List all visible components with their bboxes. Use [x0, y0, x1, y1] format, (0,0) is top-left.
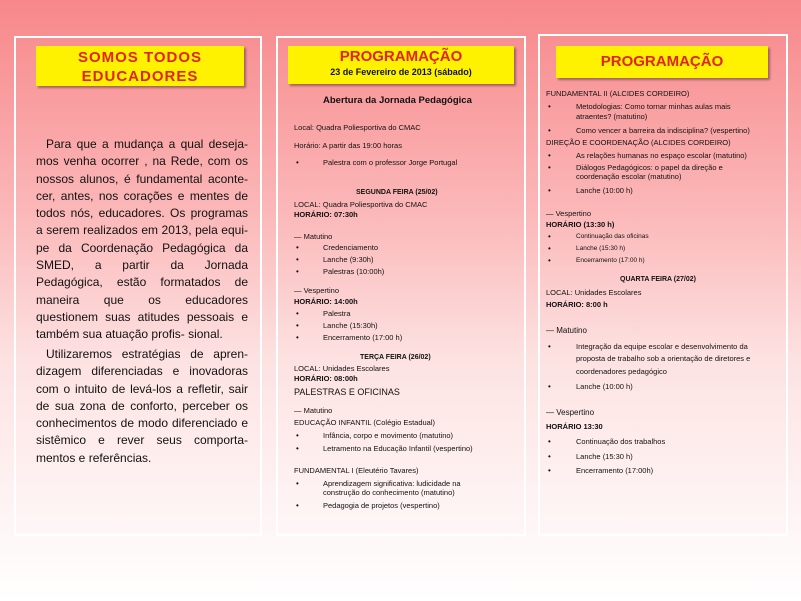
program-title-2: PROGRAMAÇÃO [600, 53, 724, 70]
wed-v-item-3: Encerramento (17:00h) [576, 466, 654, 475]
wednesday-local: LOCAL: Unidades Escolares [546, 288, 642, 297]
wed-v-item-1: Continuação dos trabalhos [576, 437, 666, 446]
intro-title-line2: EDUCADORES [81, 68, 199, 85]
wed-vespertino: — Vespertino [546, 209, 592, 218]
wed-m-item-1b: proposta de trabalho sob a orientação de diretores e [576, 354, 751, 363]
ed-infantil-item-1: Infância, corpo e movimento (matutino) [323, 431, 454, 440]
bullet: • [548, 256, 551, 265]
tuesday-palestras: PALESTRAS E OFICINAS [294, 387, 400, 397]
tuesday-local: LOCAL: Unidades Escolares [294, 364, 390, 373]
monday-matutino: — Matutino [294, 232, 333, 241]
fund2-item-1b: atraentes? (matutino) [576, 112, 648, 121]
bullet: • [296, 243, 299, 252]
wed-v-item-2: Lanche (15:30 h) [576, 452, 633, 461]
bullet: • [296, 333, 299, 342]
wednesday-heading: QUARTA FEIRA (27/02) [620, 276, 696, 283]
ed-infantil-heading: EDUCAÇÃO INFANTIL (Colégio Estadual) [294, 418, 436, 427]
direcao-item-1: As relações humanas no espaço escolar (matutino) [576, 151, 747, 160]
direcao-item-2a: Diálogos Pedagógicos: o papel da direção e [576, 163, 723, 172]
monday-m-item-3: Palestras (10:00h) [323, 267, 385, 276]
opening-horario: Horário: A partir das 19:00 horas [294, 141, 402, 150]
vesp-item-2: Lanche (15:30 h) [576, 245, 626, 252]
vesp-horario: HORÁRIO (13:30 h) [546, 220, 615, 229]
bullet: • [296, 479, 299, 488]
panel-programacao-1 [276, 36, 526, 536]
monday-v-item-2: Lanche (15:30h) [323, 321, 378, 330]
bullet: • [548, 244, 551, 253]
direcao-heading: DIREÇÃO E COORDENAÇÃO (ALCIDES CORDEIRO) [546, 138, 731, 147]
bullet: • [548, 163, 551, 172]
bullet: • [296, 309, 299, 318]
wed-vespertino-2: — Vespertino [546, 408, 595, 417]
monday-local: LOCAL: Quadra Poliesportiva do CMAC [294, 200, 428, 209]
monday-v-item-3: Encerramento (17:00 h) [323, 333, 403, 342]
bullet: • [296, 255, 299, 264]
bullet: • [548, 382, 551, 391]
bullet: • [296, 444, 299, 453]
fund1-item-1a: Aprendizagem significativa: ludicidade na [323, 479, 461, 488]
intro-title-line1: SOMOS TODOS [77, 49, 203, 66]
vesp-item-3: Encerramento (17:00 h) [576, 257, 645, 264]
bullet: • [548, 102, 551, 111]
ed-infantil-item-2: Letramento na Educação Infantil (vespertino) [323, 444, 473, 453]
bullet: • [548, 151, 551, 160]
monday-m-item-1: Credenciamento [323, 243, 379, 252]
wed-m-item-2: Lanche (10:00 h) [576, 382, 633, 391]
fund1-heading: FUNDAMENTAL I (Eleutério Tavares) [294, 466, 419, 475]
bullet: • [548, 342, 551, 351]
bullet: • [548, 452, 551, 461]
program-title-banner [288, 46, 514, 84]
monday-vespertino: — Vespertino [294, 286, 340, 295]
fund1-item-1b: construção do conhecimento (matutino) [323, 488, 455, 497]
direcao-item-3: Lanche (10:00 h) [576, 186, 633, 195]
opening-heading: Abertura da Jornada Pedagógica [323, 95, 472, 106]
program-title-banner-2 [556, 46, 768, 78]
fund2-heading: FUNDAMENTAL II (ALCIDES CORDEIRO) [546, 89, 690, 98]
wed-matutino: — Matutino [546, 326, 587, 335]
tuesday-heading: TERÇA FEIRA (26/02) [360, 354, 431, 361]
intro-paragraph-1: Para que a mudança a qual deseja- mos venha ocorrer , na Rede, com os nossos alunos, é fundamental aconte- cer, antes, nos corações e mentes de todos nós, educadores. Os programas a serem realizados em 2013, pela equi- pe da Coordenação Pedagógica da SMED, a partir da Jornada Pedagógica, estão formatados de maneira que os educadores questionem suas atitudes pessoais e também sua atuação profis- sional. [36, 137, 248, 342]
tuesday-horario: HORÁRIO: 08:00h [294, 374, 358, 383]
panel-programacao-2 [538, 34, 788, 536]
fund2-item-1a: Metodologias: Como tornar minhas aulas mais [576, 102, 731, 111]
monday-v-item-1: Palestra [323, 309, 351, 318]
panel-intro [14, 36, 262, 536]
monday-heading: SEGUNDA FEIRA (25/02) [356, 189, 438, 196]
fund2-item-2: Como vencer a barreira da indisciplina? (vespertino) [576, 126, 750, 135]
bullet: • [548, 232, 551, 241]
bullet: • [296, 501, 299, 510]
intro-paragraph-2: Utilizaremos estratégias de apren- dizagem diferenciadas e inovadoras com o intuito de levá-los a refletir, sair de sua zona de conforto, perceber os conhecimentos de modo diferenciado e sistêmico e rever seus comporta- mentos e referências. [36, 347, 248, 465]
bullet: • [548, 186, 551, 195]
intro-title-banner [36, 46, 244, 86]
bullet: • [548, 126, 551, 135]
wednesday-horario: HORÁRIO: 8:00 h [546, 300, 608, 309]
tuesday-matutino: — Matutino [294, 406, 333, 415]
opening-palestra: Palestra com o professor Jorge Portugal [323, 158, 458, 167]
program-subtitle: 23 de Fevereiro de 2013 (sábado) [330, 67, 472, 77]
wed-m-item-1c: coordenadores pedagógico [576, 367, 667, 376]
bullet: • [296, 321, 299, 330]
vesp-item-1: Continuação das oficinas [576, 233, 649, 240]
monday-horario-2: HORÁRIO: 14:00h [294, 297, 358, 306]
fund1-item-2: Pedagogia de projetos (vespertino) [323, 501, 440, 510]
bullet: • [548, 466, 551, 475]
bullet: • [296, 267, 299, 276]
bullet: • [296, 158, 299, 167]
direcao-item-2b: coordenação escolar (matutino) [576, 172, 682, 181]
monday-horario: HORÁRIO: 07:30h [294, 210, 358, 219]
opening-local: Local: Quadra Poliesportiva do CMAC [294, 123, 421, 132]
bullet: • [548, 437, 551, 446]
bullet: • [296, 431, 299, 440]
wed-m-item-1a: Integração da equipe escolar e desenvolvimento da [576, 342, 748, 351]
monday-m-item-2: Lanche (9:30h) [323, 255, 374, 264]
wed-horario-3: HORÁRIO 13:30 [546, 422, 603, 431]
program-title: PROGRAMAÇÃO [339, 48, 463, 65]
